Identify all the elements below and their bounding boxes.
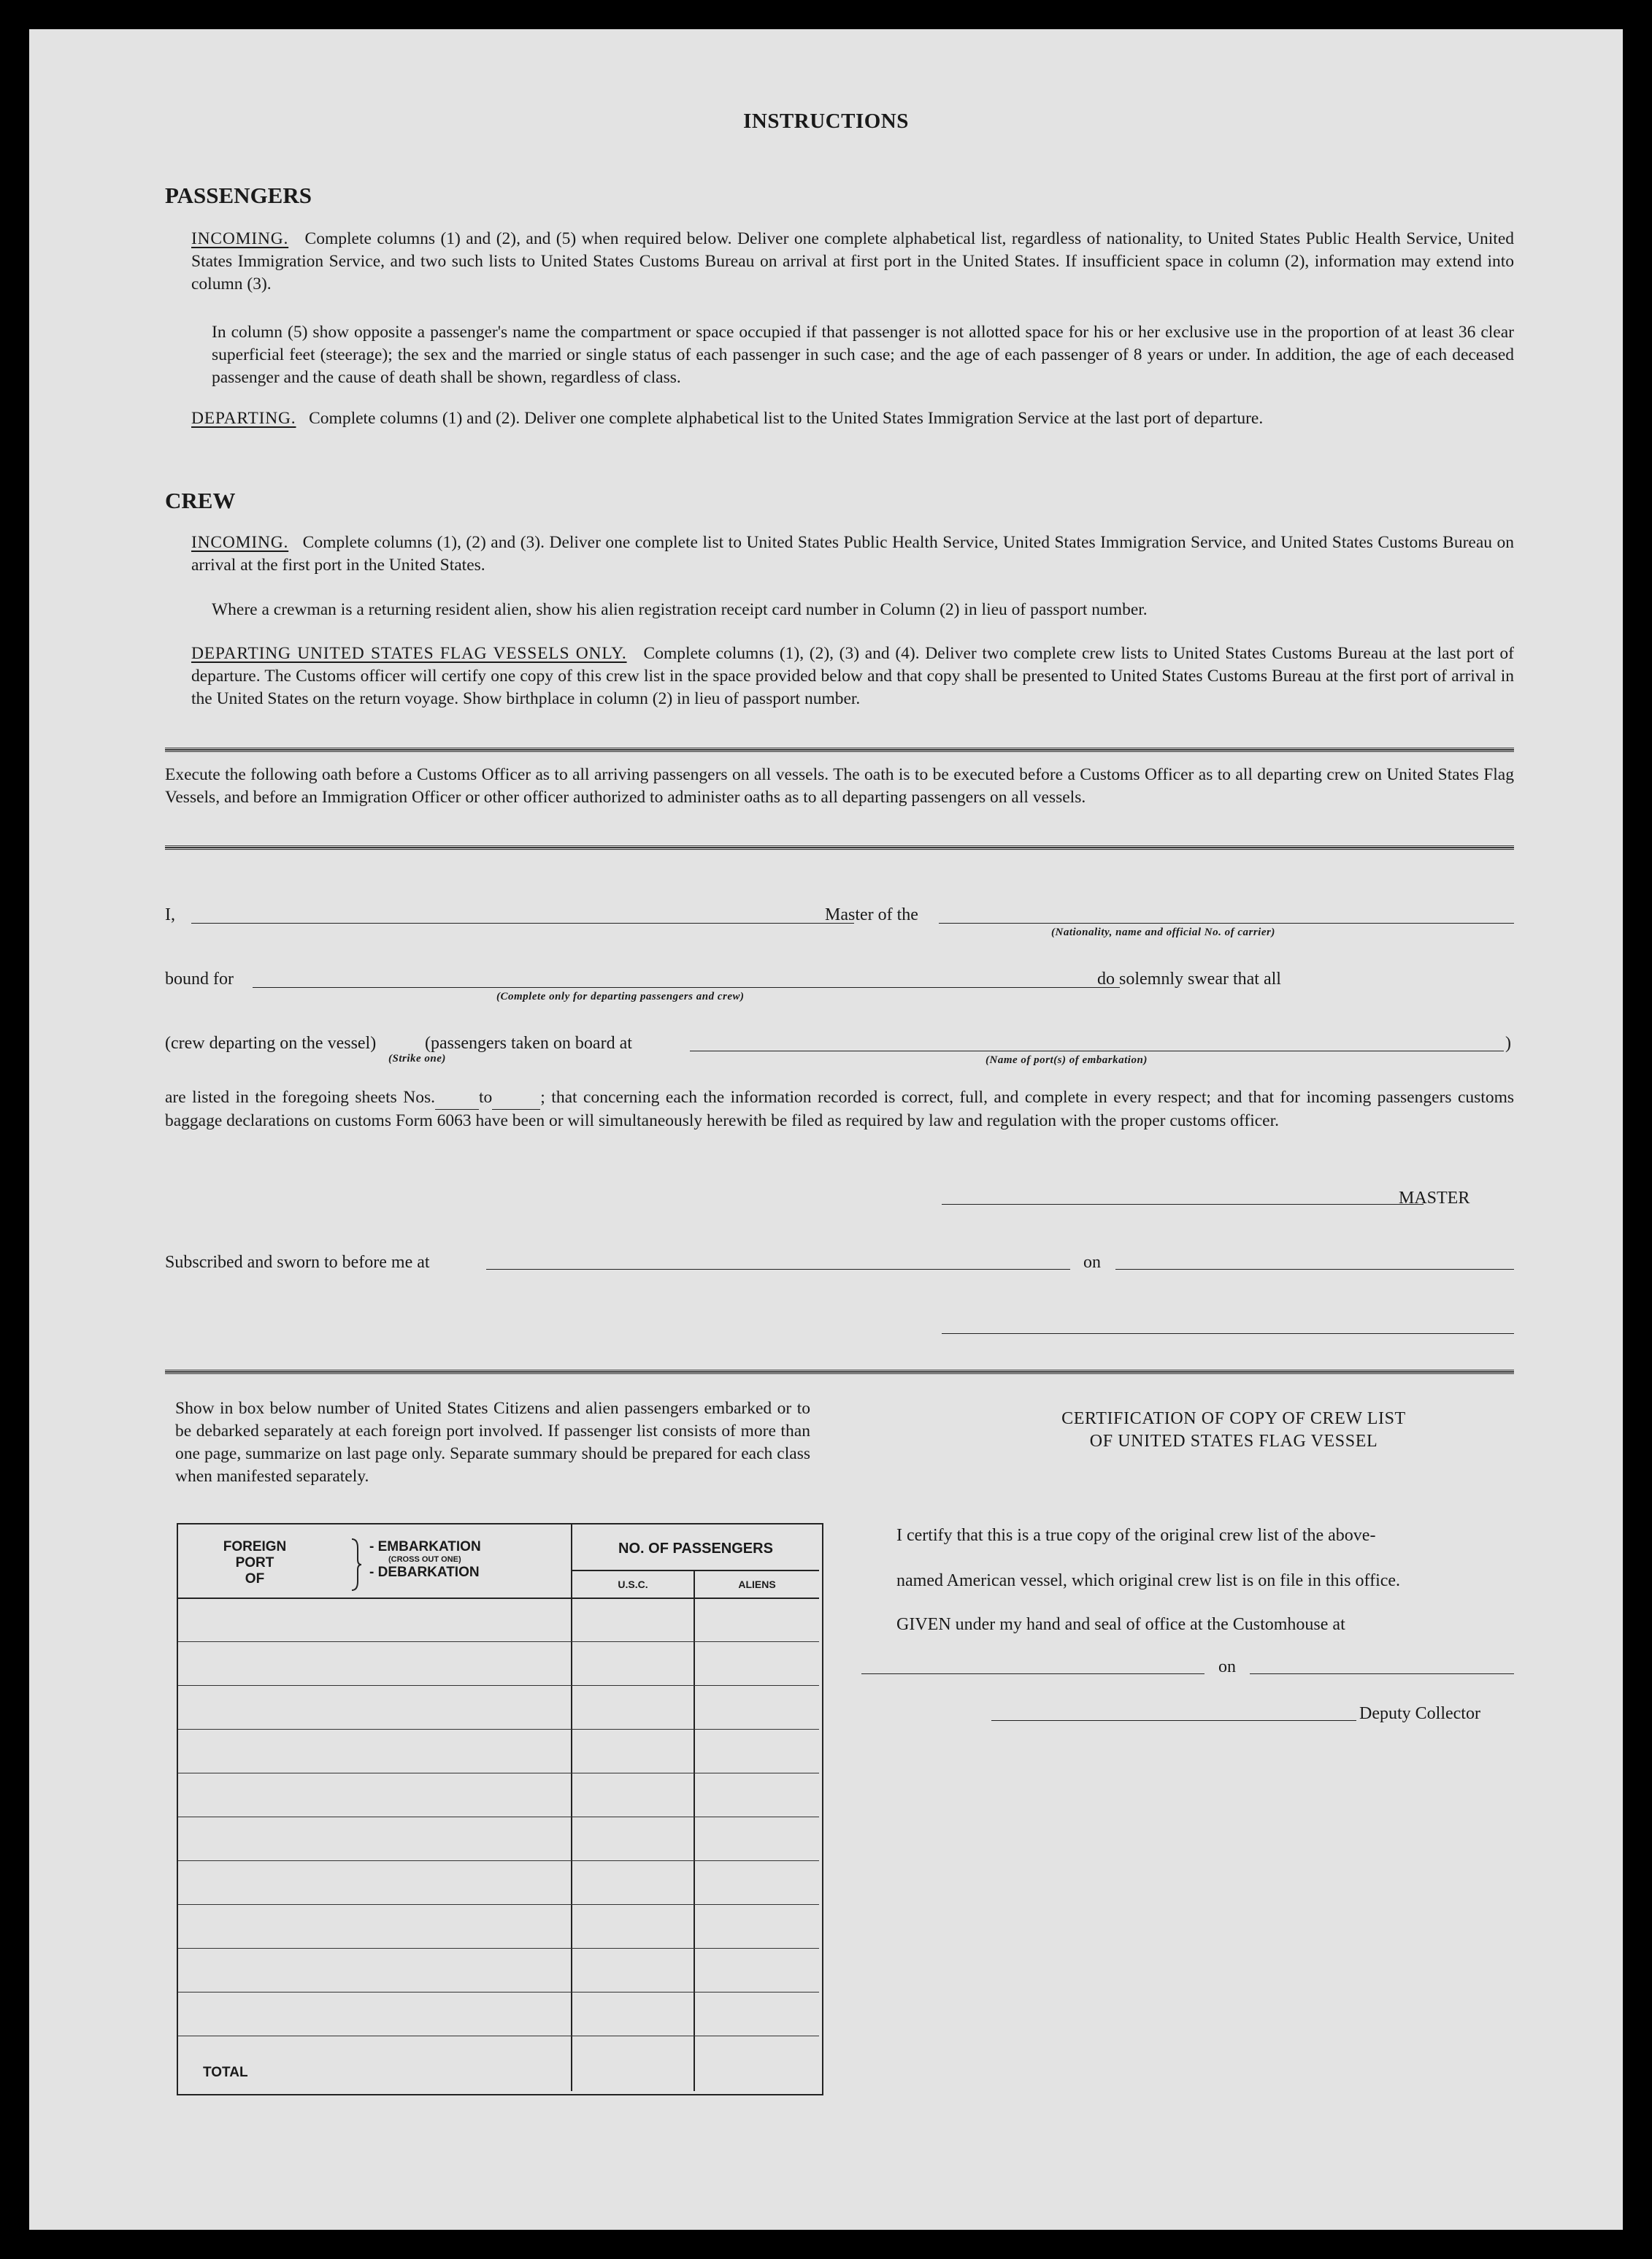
passengers-heading: PASSENGERS: [165, 183, 312, 208]
table-row[interactable]: [178, 1904, 819, 1905]
crew-departing-text: Complete columns (1), (2), (3) and (4). Deliver two complete crew lists to United States Customs Bureau at the last port of departure. The Customs officer will certify one copy of this crew list in the space provided below and that copy shall be presented to United States Customs Bureau at the first port of arrival in the United States on the return voyage. Show birthplace in column (2) in lieu of passport number.: [191, 644, 1515, 708]
certification-heading-line: OF UNITED STATES FLAG VESSEL: [1089, 1432, 1378, 1451]
passengers-incoming-paragraph: [191, 228, 1514, 296]
aliens-header: ALIENS: [738, 1579, 776, 1590]
crew-departing-paragraph: [191, 643, 1514, 710]
table-row[interactable]: [178, 1992, 819, 1993]
sheet-from-field[interactable]: [435, 1086, 479, 1110]
master-label: MASTER: [1399, 1189, 1470, 1208]
page-title: INSTRUCTIONS: [743, 110, 909, 133]
bound-for-caption: (Complete only for departing passengers and crew): [496, 991, 745, 1002]
cert-on-label: on: [1218, 1657, 1236, 1676]
solemnly-swear-text: do solemnly swear that all: [1097, 970, 1281, 989]
col-header-line: FOREIGN: [223, 1539, 287, 1554]
bound-for-label: bound for: [165, 970, 234, 989]
bound-for-field[interactable]: [253, 987, 1120, 988]
embarkation-port-caption: (Name of port(s) of embarkation): [986, 1054, 1148, 1066]
subscribed-label: Subscribed and sworn to before me at: [165, 1253, 430, 1272]
divider-rule: [165, 748, 1514, 752]
summary-instructions: Show in box below number of United States Citizens and alien passengers embarked or to be debarked separately at each foreign port involved. If passenger list consists of more than one page, summarize on last page only. Separate summary should be prepared for each class when manifested separately.: [175, 1399, 810, 1486]
sheet-to-field[interactable]: [492, 1086, 540, 1110]
master-name-field[interactable]: [191, 923, 854, 924]
nationality-caption: (Nationality, name and official No. of carrier): [1051, 927, 1275, 938]
table-row[interactable]: [178, 1948, 819, 1949]
sheets-post-text: ; that concerning each the information recorded is correct, full, and complete in every respect; and that for incoming passengers customs baggage declarations on customs Form 6063 have been or will simultaneously herewith be filed as required by law and regulation with the proper customs officer.: [165, 1088, 1514, 1130]
passengers-departing-text: Complete columns (1) and (2). Deliver one complete alphabetical list to the United States Immigration Service at the last port of departure.: [309, 409, 1264, 428]
divider-rule: [165, 1370, 1514, 1374]
column-divider: [694, 1570, 695, 2091]
table-row[interactable]: [178, 1641, 819, 1642]
sheets-statement: [165, 1086, 1514, 1132]
sheets-to-label: to: [479, 1088, 493, 1107]
customhouse-field[interactable]: [861, 1673, 1205, 1674]
cert-date-field[interactable]: [1250, 1673, 1514, 1674]
passengers-incoming-lead: INCOMING.: [191, 229, 289, 248]
table-row[interactable]: [178, 1685, 819, 1686]
table-header-bottom: [178, 1598, 819, 1599]
strike-one-caption: (Strike one): [388, 1053, 446, 1065]
no-passengers-header: NO. OF PASSENGERS: [618, 1541, 773, 1557]
col-header-line: PORT: [235, 1555, 274, 1570]
table-row[interactable]: [178, 1860, 819, 1861]
passengers-incoming-text: Complete columns (1) and (2), and (5) when required below. Deliver one complete alphabetical list, regardless of nationality, to United States Public Health Service, United States Immigration Service, and two such lists to United States Customs Bureau on arrival at first port in the United States. If insufficient space in column (2), information may extend into column (3).: [191, 229, 1514, 294]
embarkation-label: - EMBARKATION: [369, 1539, 481, 1554]
brace-icon: [349, 1538, 364, 1592]
oath-instructions: Execute the following oath before a Customs Officer as to all arriving passengers on all vessels. The oath is to be executed before a Customs Officer as to all departing crew on United States Flag Vessels, and before an Immigration Officer or other officer authorized to administer oaths as to all departing passengers on all vessels.: [165, 765, 1514, 807]
crew-alien-paragraph: Where a crewman is a returning resident alien, show his alien registration receipt card number in Column (2) in lieu of passport number.: [212, 600, 1148, 619]
usc-header: U.S.C.: [618, 1579, 648, 1590]
sworn-place-field[interactable]: [486, 1269, 1070, 1270]
table-row[interactable]: [178, 1729, 819, 1730]
sheets-pre-text: are listed in the foregoing sheets Nos.: [165, 1088, 436, 1107]
crew-incoming-text: Complete columns (1), (2) and (3). Deliver one complete list to United States Public Health Service, United States Immigration Service, and United States Customs Bureau on arrival at the first port in the United States.: [191, 533, 1514, 575]
certify-line-1: I certify that this is a true copy of the original crew list of the above-: [896, 1526, 1376, 1545]
debarkation-label: - DEBARKATION: [369, 1565, 480, 1580]
embark-debark-header: [369, 1539, 481, 1581]
crew-heading: CREW: [165, 488, 236, 513]
deputy-signature-field[interactable]: [991, 1720, 1356, 1721]
col-header-foreign-port: [207, 1539, 302, 1587]
cross-out-note: (CROSS OUT ONE): [388, 1555, 461, 1564]
passengers-column5-paragraph: In column (5) show opposite a passenger's name the compartment or space occupied if that passenger is not allotted space for his or her exclusive use in the proportion of at least 36 clear superficial feet (steerage); the sex and the married or single status of each passenger in such case; and the age of each passenger of 8 years or under. In addition, the age of each deceased passenger and the cause of death shall be shown, regardless of class.: [212, 323, 1514, 387]
passengers-taken-option[interactable]: (passengers taken on board at: [425, 1034, 632, 1053]
master-signature-field[interactable]: [942, 1204, 1424, 1205]
column-divider: [571, 1524, 572, 2091]
carrier-field[interactable]: [939, 923, 1514, 924]
oath-i-label: I,: [165, 905, 175, 924]
passengers-departing-lead: DEPARTING.: [191, 409, 296, 428]
crew-departing-option[interactable]: (crew departing on the vessel): [165, 1034, 377, 1053]
master-of-label: Master of the: [825, 905, 918, 924]
crew-departing-lead: DEPARTING UNITED STATES FLAG VESSELS ONLY.: [191, 644, 627, 663]
crew-incoming-paragraph: [191, 532, 1514, 577]
crew-incoming-lead: INCOMING.: [191, 533, 289, 552]
sworn-date-field[interactable]: [1115, 1269, 1514, 1270]
total-label: TOTAL: [203, 2065, 248, 2080]
certify-line-3: GIVEN under my hand and seal of office at the Customhouse at: [896, 1615, 1345, 1634]
passengers-departing-paragraph: [191, 407, 1514, 430]
deputy-collector-label: Deputy Collector: [1359, 1704, 1480, 1723]
close-paren: ): [1505, 1034, 1511, 1053]
header-divider: [571, 1570, 819, 1571]
certification-heading-line: CERTIFICATION OF COPY OF CREW LIST: [1061, 1409, 1406, 1428]
certification-heading: [869, 1408, 1599, 1453]
form-sheet: [29, 29, 1623, 2230]
col-header-line: OF: [245, 1571, 265, 1587]
on-label: on: [1083, 1253, 1101, 1272]
divider-rule: [165, 845, 1514, 850]
certify-line-2: named American vessel, which original crew list is on file in this office.: [896, 1571, 1401, 1590]
passenger-summary-table: [177, 1523, 823, 2095]
officer-signature-field[interactable]: [942, 1333, 1514, 1334]
